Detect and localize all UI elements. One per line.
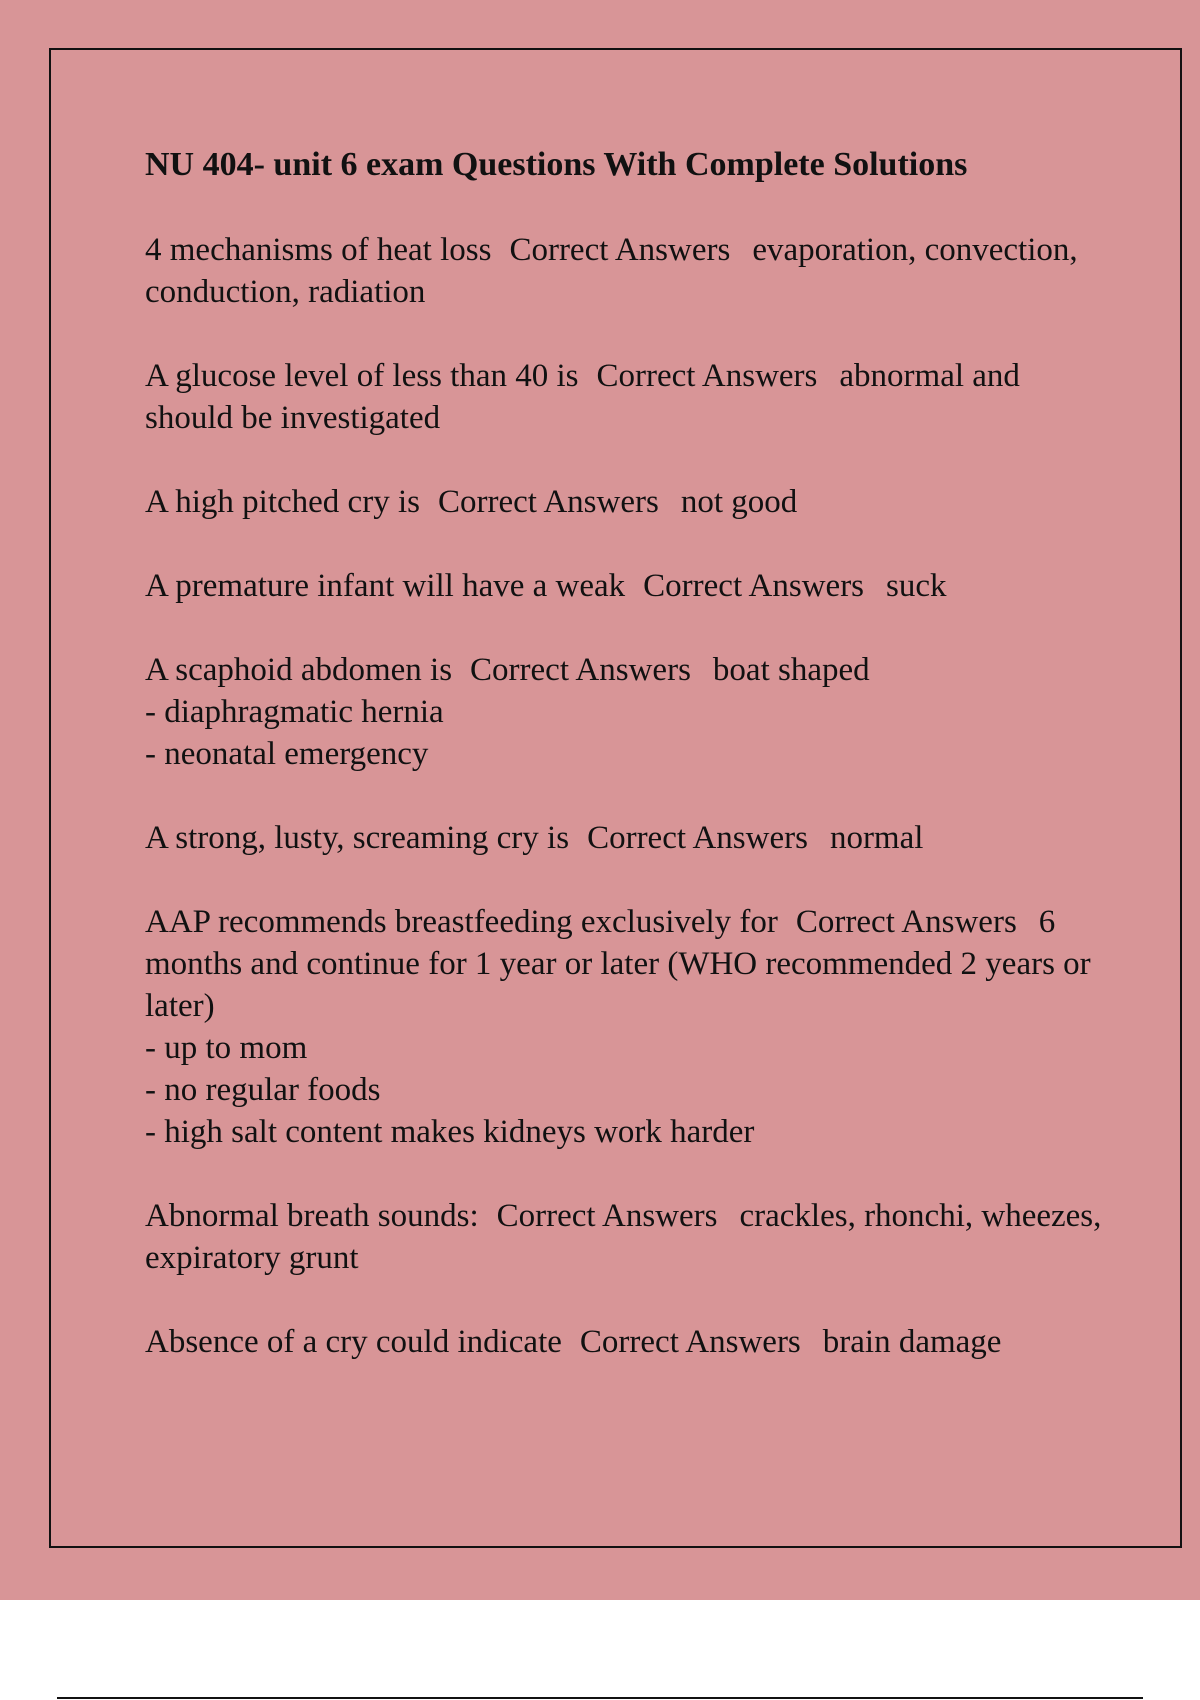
- bullet-item: - up to mom: [145, 1030, 308, 1066]
- answer-bullets: [145, 1027, 1105, 1153]
- answer-label: Correct Answers: [496, 1198, 718, 1234]
- qa-item: [145, 355, 1105, 439]
- qa-item: [145, 1321, 1105, 1363]
- qa-item: [145, 817, 1105, 859]
- answer-text: 6 months and continue for 1 year or later (WHO recommended 2 years or later): [145, 904, 1091, 1024]
- answer-text: normal: [829, 820, 924, 856]
- question-text: Abnormal breath sounds:: [145, 1198, 479, 1234]
- answer-bullets: [145, 691, 1105, 775]
- answer-text: suck: [886, 568, 947, 604]
- answer-label: Correct Answers: [579, 1324, 801, 1360]
- question-text: A strong, lusty, screaming cry is: [145, 820, 570, 856]
- qa-item: [145, 1195, 1105, 1279]
- bullet-item: - neonatal emergency: [145, 736, 429, 772]
- document-title: NU 404- unit 6 exam Questions With Complete Solutions: [145, 146, 968, 183]
- bullet-item: - high salt content makes kidneys work harder: [145, 1114, 755, 1150]
- answer-text: crackles, rhonchi, wheezes, expiratory grunt: [145, 1198, 1102, 1276]
- qa-item: [145, 229, 1105, 313]
- question-text: A premature infant will have a weak: [145, 568, 626, 604]
- bullet-item: - no regular foods: [145, 1072, 381, 1108]
- question-text: 4 mechanisms of heat loss: [145, 232, 492, 268]
- qa-item: [145, 481, 1105, 523]
- answer-label: Correct Answers: [587, 820, 808, 856]
- answer-label: Correct Answers: [596, 358, 818, 394]
- question-text: AAP recommends breastfeeding exclusively for: [145, 904, 778, 940]
- footer-rule: [57, 1697, 1143, 1699]
- question-text: A scaphoid abdomen is: [145, 652, 453, 688]
- qa-item: [145, 565, 1105, 607]
- answer-label: Correct Answers: [643, 568, 865, 604]
- qa-list: [145, 229, 1105, 1405]
- bullet-item: - diaphragmatic hernia: [145, 694, 444, 730]
- answer-text: not good: [680, 484, 798, 520]
- answer-text: boat shaped: [712, 652, 870, 688]
- answer-label: Correct Answers: [509, 232, 731, 268]
- answer-text: brain damage: [822, 1324, 1002, 1360]
- question-text: A high pitched cry is: [145, 484, 420, 520]
- answer-text: evaporation, convection, conduction, radiation: [145, 232, 1078, 310]
- question-text: Absence of a cry could indicate: [145, 1324, 562, 1360]
- answer-label: Correct Answers: [437, 484, 659, 520]
- answer-text: abnormal and should be investigated: [145, 358, 1020, 436]
- question-text: A glucose level of less than 40 is: [145, 358, 579, 394]
- answer-label: Correct Answers: [795, 904, 1017, 940]
- qa-item: [145, 901, 1105, 1153]
- answer-label: Correct Answers: [470, 652, 691, 688]
- qa-item: [145, 649, 1105, 775]
